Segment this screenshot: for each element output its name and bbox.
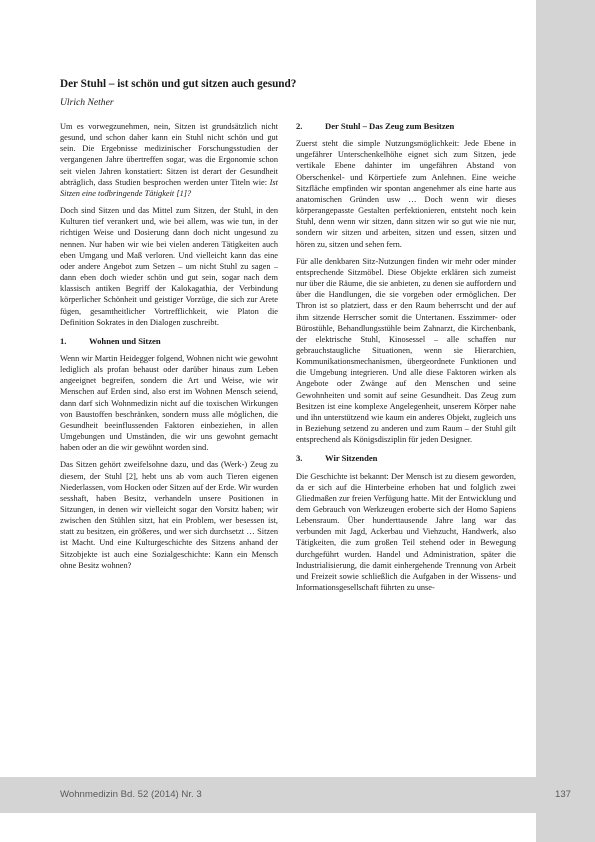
section-title: Wir Sitzenden	[325, 453, 378, 464]
right-margin-band	[536, 0, 595, 842]
article-author: Ulrich Nether	[60, 97, 114, 108]
page-footer	[0, 777, 595, 813]
page-number: 137	[554, 789, 571, 800]
section-title: Wohnen und Sitzen	[89, 335, 161, 346]
journal-citation: Wohnmedizin Bd. 52 (2014) Nr. 3	[60, 789, 202, 800]
section-heading-2	[296, 121, 516, 132]
paragraph: Für alle denkbaren Sitz-Nutzungen finden wir mehr oder minder entsprechende Sitzmöbel. Diese Objekte erklären sich zumeist nur über die Räume, die sie anbieten, zu denen sie auffordern und über die Handlungen, die sie vorgeben oder ermöglichen. Der Thron ist so platziert, dass er den Raum beherrscht und der auf ihm sitzende Herrscher somit die Untertanen. Esszimmer- oder Bürostühle, Behandlungsstühle beim Zahnarzt, die Kirchenbank, der elektrische Stuhl, Kinosessel – alle schaffen nur gebrauchstaugliche Situationen, wenn sie Hierarchien, Kommunikationsmechanismen, übergeordnete Funktionen und die Umgebung integrieren. Und alle diese Faktoren wirken als Angebote oder Zwänge auf den Menschen und seine Gewohnheiten und somit auf seine Gesundheit. Das Zeug zum Besitzen ist eine komplexe Angelegenheit, unserem Körper nahe und ihn unterstützend wie kaum ein anderes Objekt, zugleich uns in Beziehung setzend zu anderen und zum Raum – der Stuhl gilt entsprechend als Königsdisziplin für jeden Designer.	[296, 256, 516, 445]
section-heading-1	[60, 336, 278, 347]
paragraph-text: Um es vorwegzunehmen, nein, Sitzen ist grundsätzlich nicht gesund, und schon daher kann ein Stuhl nicht schön und gut sein. Die Ergebnisse medizinischer Forschungsstudien der vergangenen Jahre übertreffen sogar, was die Ergonomie schon seit vielen Jahren konstatiert: Sitzen ist derart der Gesundheit abträglich, dass Studien besprochen werden unter Titeln wie:	[60, 122, 278, 187]
section-heading-3	[296, 453, 516, 464]
section-number: 1.	[60, 335, 67, 346]
italic-question: Ist Sitzen eine todbringende Tätigkeit [1]?	[60, 177, 278, 198]
section-number: 2.	[296, 121, 303, 131]
article-title: Der Stuhl – ist schön und gut sitzen auch gesund?	[60, 78, 297, 90]
paragraph: Die Geschichte ist bekannt: Der Mensch ist zu diesem geworden, da er sich auf die Hinterbeine erhoben hat und folglich zwei Gliedmaßen zur freien Verfügung hatte. Mit der Entwicklung und dem Gebrauch von Werkzeugen eroberte sich der Homo Sapiens Lebensraum. Über hunderttausende Jahre lang war das verbunden mit Jagd, Ackerbau und Viehzucht, Handwerk, also Tätigkeiten, die zum großen Teil stehend oder in Bewegung durchgeführt wurden. Handel und Administration, später die Industrialisierung, die damit einhergehende Trennung von Arbeit und Freizeit sowie schließlich die Aufgaben in der Wissens- und Informationsgesellschaft führten zu unse-	[296, 471, 516, 593]
paragraph: Das Sitzen gehört zweifelsohne dazu, und das (Werk-) Zeug zu diesem, der Stuhl [2], hebt uns ab vom auch Tieren eigenen Niederlassen, vom Hocken oder Sitzen auf der Erde. Wir wurden sesshaft, haben Besitz, verhandeln unsere Positionen in Sitzungen, in denen wir vielleicht sogar den Vorsitz haben; wir zwischen den Stühlen sitzt, hat ein Problem, wer besessen ist, statt zu besitzen, ein größeres, und wer sich durchsetzt … Sitzen ist Macht. Und eine Kulturgeschichte des Sitzens anhand der Sitzobjekte ist auch eine Sozialgeschichte: Kann ein Mensch ohne Besitz wohnen?	[60, 460, 278, 570]
paragraph: Wenn wir Martin Heidegger folgend, Wohnen nicht wie gewohnt lediglich als profan behaust oder darüber hinaus zum Leben angeeignet begreifen, sondern die Art und Weise, wie wir Menschen auf Erden sind, also erst im Wohnen Mensch seiend, dann darf sich Wohnmedizin nicht auf die toxischen Wirkungen von Baustoffen beschränken, sondern muss alle möglichen, die Gesundheit beeinflussenden Faktoren einbeziehen, in allen Umgebungen und Umständen, die wir uns gewohnt gemacht haben oder an die wir gewöhnt worden sind.	[60, 353, 278, 453]
paragraph	[60, 121, 278, 199]
section-number: 3.	[296, 453, 303, 464]
section-title: Der Stuhl – Das Zeug zum Besitzen	[325, 121, 455, 131]
left-column	[60, 121, 278, 577]
right-column	[296, 121, 516, 599]
paragraph: Doch sind Sitzen und das Mittel zum Sitzen, der Stuhl, in den Kulturen tief verankert und, wie bei allem, was wie tun, in der richtigen Weise und Dosierung dann doch nicht ungesund zu nennen. Nur haben wir wie bei vielen anderen Tätigkeiten auch eben Umgang und Maß verloren. Und vielleicht kann das eine oder andere Angebot zum Setzen – um nicht Stuhl zu sagen – dann eben doch wieder schön und gut sein, sogar nach dem klassisch antiken Begriff der Kalokagathia, der Verbindung körperlicher Schönheit und geistiger Vorzüge, die sich zur Arete fügen, gesamtheitlicher Vortrefflichkeit, wie Platon die Definition Sokrates in den Dialogen zuschreibt.	[60, 206, 278, 327]
paragraph: Zuerst steht die simple Nutzungsmöglichkeit: Jede Ebene in ungefährer Unterschenkelhöhe eignet sich zum Sitzen, jede vertikale Ebene dahinter im ungefähren Abstand von Oberschenkel- und Körpertiefe zum Anlehnen. Eine weiche Sitzfläche empfinden wir spontan angenehmer als eine harte aus anatomischen Gründen usw … Doch wenn wir dieses körperangepasste Gestalten perfektionieren, entsteht noch kein Stuhl, denn wenn wir sitzen, dann sitzen wir so gut wie nie nur, sondern wir sitzen und arbeiten, sitzen und essen, sitzen und hören zu, sitzen und sehen fern.	[296, 139, 516, 249]
